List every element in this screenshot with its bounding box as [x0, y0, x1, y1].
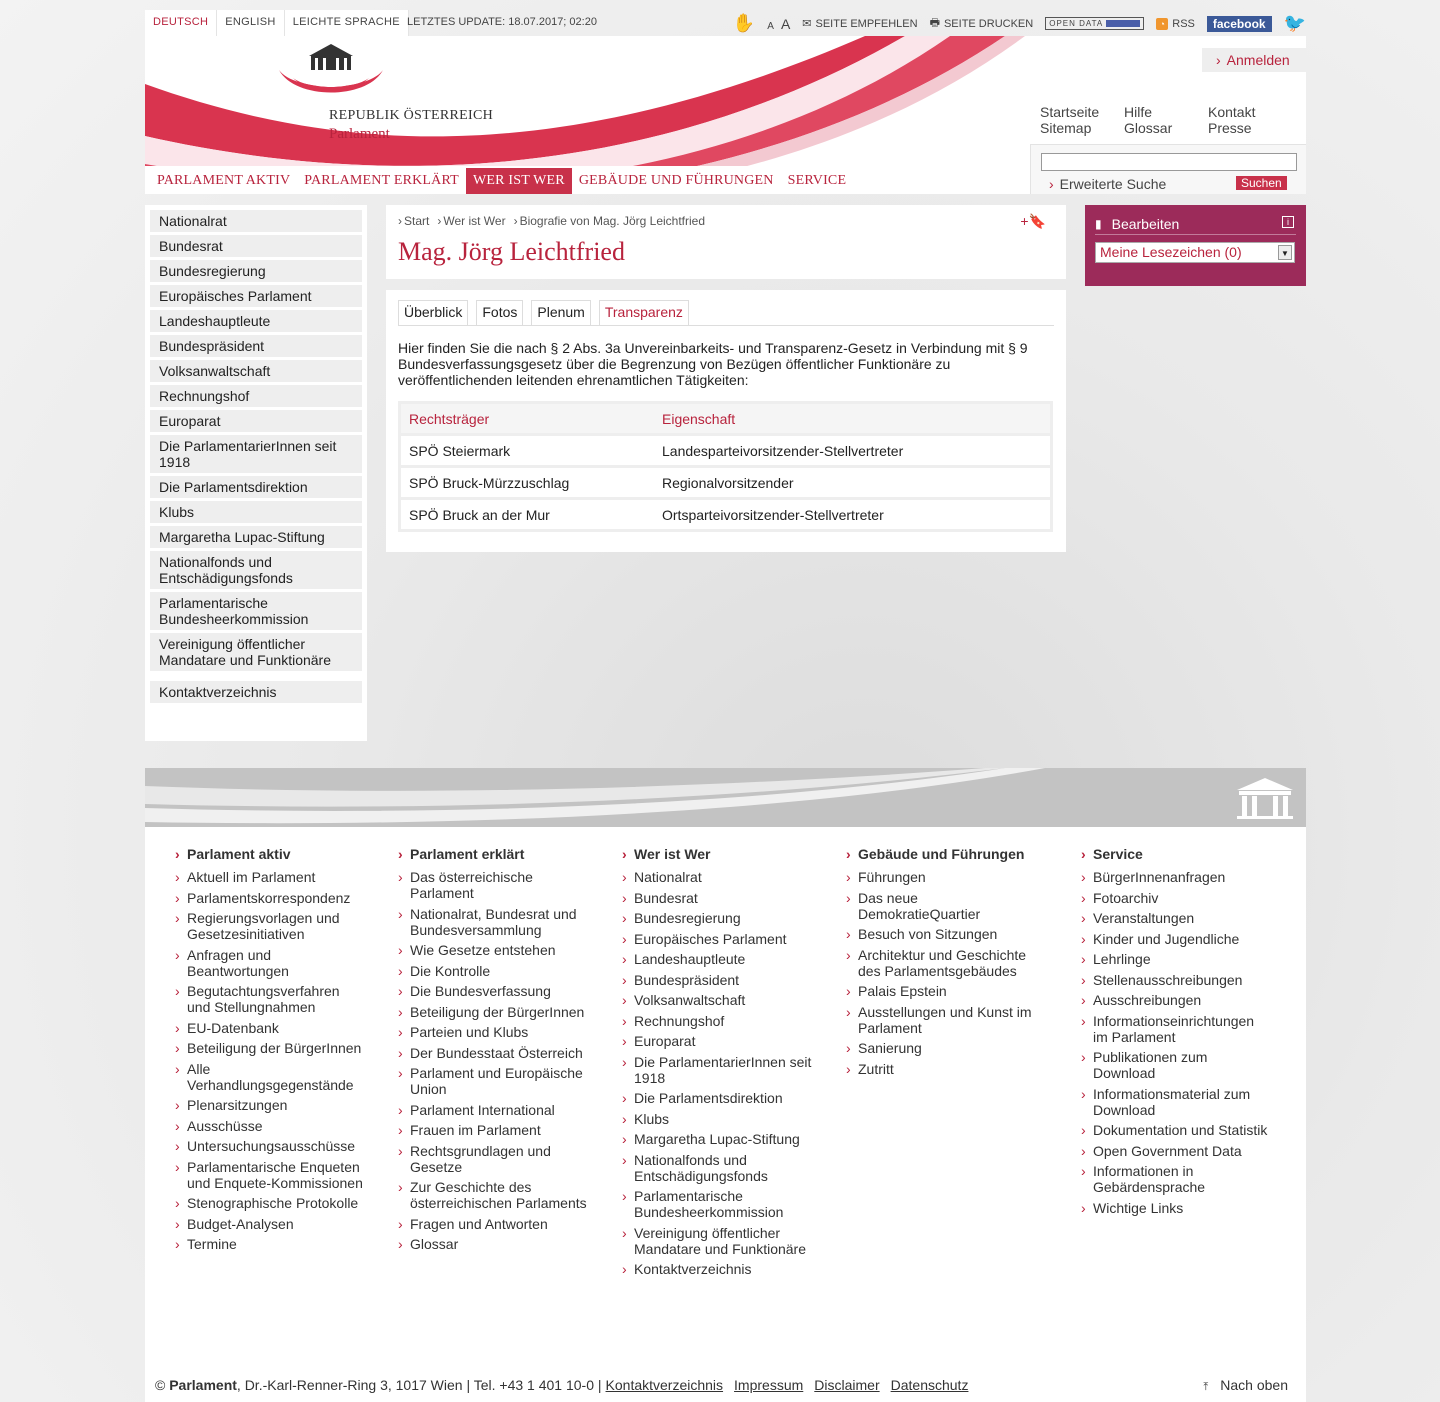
copyright	[155, 1377, 968, 1393]
footer-link[interactable]: › Publikationen zum Download	[1081, 1049, 1271, 1081]
footer-link[interactable]: › Stellenausschreibungen	[1081, 972, 1271, 988]
quicklink-sitemap[interactable]: Sitemap	[1040, 120, 1092, 136]
tab-divider	[398, 325, 1054, 326]
footer-link[interactable]: › Fotoarchiv	[1081, 890, 1271, 906]
recommend-label: SEITE EMPFEHLEN	[815, 17, 918, 30]
footer-link[interactable]: › Parlament International	[398, 1102, 588, 1118]
footer-link[interactable]: › Die Kontrolle	[398, 963, 588, 979]
open-data-link[interactable]	[1045, 17, 1144, 30]
footer-column-wer-ist-wer	[622, 846, 812, 1282]
title-card	[386, 205, 1066, 279]
footer-link[interactable]: › Parlamentarische Enqueten und Enquete-Kommissionen	[175, 1159, 365, 1191]
nav-service[interactable]: SERVICE	[787, 173, 847, 188]
footer-link[interactable]: › Nationalfonds und Entschädigungsfonds	[622, 1152, 812, 1184]
footer-column-gebaeude	[846, 846, 1036, 1081]
footer-column-title[interactable]: › Parlament aktiv	[175, 846, 365, 862]
footer-link[interactable]: › Ausschreibungen	[1081, 992, 1271, 1008]
footer-column-title[interactable]: › Wer ist Wer	[622, 846, 812, 862]
footer-link[interactable]: › Informationsmaterial zum Download	[1081, 1086, 1271, 1118]
sidebar-item-europarat[interactable]: Europarat	[150, 410, 362, 432]
republic-label: REPUBLIK ÖSTERREICH	[329, 108, 493, 123]
table-row	[401, 436, 1050, 465]
quicklink-kontakt[interactable]: Kontakt	[1208, 104, 1256, 120]
quicklink-glossar[interactable]: Glossar	[1124, 120, 1173, 136]
sidebar-item-bundesheerkommission[interactable]: Parlamentarische Bundesheerkommission	[150, 592, 362, 630]
sidebar-item-landeshauptleute[interactable]: Landeshauptleute	[150, 310, 362, 332]
footer-link[interactable]: › Lehrlinge	[1081, 951, 1271, 967]
nav-wer-ist-wer[interactable]: WER IST WER	[466, 168, 572, 194]
footer-link[interactable]: › Margaretha Lupac-Stiftung	[622, 1131, 812, 1147]
breadcrumb-start[interactable]: › Start	[398, 214, 429, 228]
footer-link[interactable]: › Fragen und Antworten	[398, 1216, 588, 1232]
column-header-rechtstraeger: Rechtsträger	[409, 410, 490, 427]
table-row	[401, 468, 1050, 497]
footer-column-parlament-aktiv	[175, 846, 365, 1257]
footer-link-list	[398, 869, 588, 1252]
tab-transparenz[interactable]: Transparenz	[599, 300, 689, 325]
recommend-link[interactable]	[802, 17, 917, 30]
footer-link[interactable]: › Dokumentation und Statistik	[1081, 1122, 1271, 1138]
search-input[interactable]	[1041, 153, 1297, 171]
advanced-search-link[interactable]: › Erweiterte Suche	[1049, 176, 1166, 192]
font-small-button[interactable]: A	[767, 20, 774, 32]
footer-link[interactable]: › Budget-Analysen	[175, 1216, 365, 1232]
footer-link[interactable]: › Das neue DemokratieQuartier	[846, 890, 1036, 922]
table-row	[401, 500, 1050, 529]
footer-link[interactable]: › Kontaktverzeichnis	[622, 1261, 812, 1277]
lang-english[interactable]: ENGLISH	[217, 10, 284, 36]
search-button[interactable]: Suchen	[1236, 176, 1287, 190]
printer-icon: 🖶	[929, 17, 940, 29]
footer-link[interactable]: › Zur Geschichte des österreichischen Parlaments	[398, 1179, 588, 1211]
footer-link[interactable]: › Beteiligung der BürgerInnen	[175, 1040, 365, 1056]
breadcrumb	[398, 214, 705, 228]
nav-parlament-erklaert[interactable]: PARLAMENT ERKLÄRT	[304, 173, 459, 188]
footer-link[interactable]: › BürgerInnenanfragen	[1081, 869, 1271, 885]
footer-link-list	[1081, 869, 1271, 1216]
site-header	[145, 36, 1306, 194]
column-header-eigenschaft: Eigenschaft	[662, 410, 736, 427]
footer-link[interactable]: › Zutritt	[846, 1061, 1036, 1077]
lang-leichte-sprache[interactable]: LEICHTE SPRACHE	[285, 10, 409, 36]
bookmarks-select[interactable]	[1095, 242, 1295, 263]
facebook-link[interactable]: facebook	[1207, 16, 1272, 32]
parliament-logo-icon[interactable]	[275, 42, 387, 102]
sidebar-item-europaeisches-parlament[interactable]: Europäisches Parlament	[150, 285, 362, 307]
footer-link[interactable]: › Volksanwaltschaft	[622, 992, 812, 1008]
footer-link[interactable]: › Klubs	[622, 1111, 812, 1127]
search-box	[1030, 144, 1306, 194]
table-cell: Landesparteivorsitzender-Stellvertreter	[662, 442, 904, 459]
sidebar-item-kontaktverzeichnis[interactable]: Kontaktverzeichnis	[150, 681, 362, 703]
content-card	[386, 290, 1066, 552]
bookmark-icon: ▮	[1095, 216, 1102, 231]
footer-link[interactable]: › Der Bundesstaat Österreich	[398, 1045, 588, 1061]
footer-link[interactable]: › Die ParlamentarierInnen seit 1918	[622, 1054, 812, 1086]
footer-link[interactable]: › Rechnungshof	[622, 1013, 812, 1029]
footer-link[interactable]: › Die Bundesverfassung	[398, 983, 588, 999]
print-link[interactable]	[930, 14, 1034, 33]
quicklink-presse[interactable]: Presse	[1208, 120, 1252, 136]
quicklink-startseite[interactable]: Startseite	[1040, 104, 1100, 120]
footer-link-list	[846, 869, 1036, 1077]
footer-link[interactable]: › Parteien und Klubs	[398, 1024, 588, 1040]
top-bar	[145, 10, 1306, 36]
footer-link[interactable]: › Kinder und Jugendliche	[1081, 931, 1271, 947]
footer-column-parlament-erklaert	[398, 846, 588, 1257]
copyright-symbol: ©	[155, 1377, 166, 1393]
nav-gebaeude-fuehrungen[interactable]: GEBÄUDE UND FÜHRUNGEN	[578, 173, 774, 188]
edit-box	[1085, 205, 1306, 286]
footer-link[interactable]: › Palais Epstein	[846, 983, 1036, 999]
footer-column-title[interactable]: › Service	[1081, 846, 1271, 862]
footer-link-list	[175, 869, 365, 1252]
edit-box-title: Bearbeiten	[1111, 215, 1180, 232]
footer-link[interactable]: › Vereinigung öffentlicher Mandatare und Funktionäre	[622, 1225, 812, 1257]
add-bookmark-icon[interactable]: +🔖	[1020, 213, 1046, 229]
font-size-controls	[767, 16, 790, 32]
footer-link[interactable]: › Wichtige Links	[1081, 1200, 1271, 1216]
sidebar-item-nationalfonds[interactable]: Nationalfonds und Entschädigungsfonds	[150, 551, 362, 589]
footer-link[interactable]: › Anfragen und Beantwortungen	[175, 947, 365, 979]
footer-link[interactable]: › Glossar	[398, 1236, 588, 1252]
footer-link[interactable]: › Parlamentarische Bundesheerkommission	[622, 1188, 812, 1220]
footer-link[interactable]: › Stenographische Protokolle	[175, 1195, 365, 1211]
tab-ueberblick[interactable]: Überblick	[398, 300, 468, 325]
footer-band	[145, 768, 1306, 827]
intro-text: Hier finden Sie die nach § 2 Abs. 3a Unvereinbarkeits- und Transparenz-Gesetz in Verbindung mit § 9 Bundesverfassungsgesetz über die Begrenzung von Bezügen öffentlicher Funktionäre zu veröffentlichenden leitenden ehrenamtlichen Tätigkeiten:	[398, 340, 1028, 388]
chevron-down-icon: ▼	[1278, 245, 1292, 260]
footer-column-service	[1081, 846, 1271, 1220]
footer-link[interactable]: › Veranstaltungen	[1081, 910, 1271, 926]
footer-link[interactable]: › Untersuchungsausschüsse	[175, 1138, 365, 1154]
sidebar-item-nationalrat[interactable]: Nationalrat	[150, 210, 362, 232]
footer-link[interactable]: › Bundespräsident	[622, 972, 812, 988]
footer-link[interactable]: › Alle Verhandlungsgegenstände	[175, 1061, 365, 1093]
footer-link[interactable]: › Bundesregierung	[622, 910, 812, 926]
footer-link[interactable]: › Parlament und Europäische Union	[398, 1065, 588, 1097]
page-tools	[733, 13, 1306, 34]
footer-link[interactable]: › Termine	[175, 1236, 365, 1252]
footer-link[interactable]: › Open Government Data	[1081, 1143, 1271, 1159]
footer-link[interactable]: › Parlamentskorrespondenz	[175, 890, 365, 906]
edit-box-header	[1095, 213, 1296, 235]
quicklink-hilfe[interactable]: Hilfe	[1124, 104, 1153, 120]
footer-link[interactable]: › Europäisches Parlament	[622, 931, 812, 947]
footer-link[interactable]: › Informationseinrichtungen im Parlament	[1081, 1013, 1271, 1045]
sidebar-item-bundesrat[interactable]: Bundesrat	[150, 235, 362, 257]
footer-link-datenschutz[interactable]: Datenschutz	[890, 1377, 969, 1393]
footer-link[interactable]: › Die Parlamentsdirektion	[622, 1090, 812, 1106]
footer-link[interactable]: › Landeshauptleute	[622, 951, 812, 967]
sidebar-item-vereinigung[interactable]: Vereinigung öffentlicher Mandatare und Funktionäre	[150, 633, 362, 671]
login-button[interactable]: › Anmelden	[1202, 48, 1306, 72]
footer-link[interactable]: › Nationalrat, Bundesrat und Bundesversammlung	[398, 906, 588, 938]
tab-fotos[interactable]: Fotos	[476, 300, 523, 325]
twitter-icon[interactable]: 🐦	[1283, 13, 1306, 33]
footer-link[interactable]: › Das österreichische Parlament	[398, 869, 588, 901]
table-cell: Ortsparteivorsitzender-Stellvertreter	[662, 506, 884, 523]
main-navigation	[150, 168, 853, 194]
footer-link[interactable]: › Regierungsvorlagen und Gesetzesinitiativen	[175, 910, 365, 942]
open-data-label: OPEN DATA	[1049, 19, 1104, 28]
footer-link[interactable]: › Ausstellungen und Kunst im Parlament	[846, 1004, 1036, 1036]
last-update: LETZTES UPDATE: 18.07.2017; 02:20	[407, 16, 597, 28]
parliament-label: Parlament	[329, 126, 390, 142]
sign-language-icon[interactable]: ✋	[732, 13, 756, 33]
sidebar-item-bundespraesident[interactable]: Bundespräsident	[150, 335, 362, 357]
sidebar-item-parlamentarierinnen[interactable]: Die ParlamentarierInnen seit 1918	[150, 435, 362, 473]
footer-link[interactable]: › Architektur und Geschichte des Parlamentsgebäudes	[846, 947, 1036, 979]
sidebar	[145, 205, 367, 741]
breadcrumb-wer-ist-wer[interactable]: › Wer ist Wer	[437, 214, 505, 228]
footer-link[interactable]: › Europarat	[622, 1033, 812, 1049]
tab-plenum[interactable]: Plenum	[531, 300, 590, 325]
footer-link[interactable]: › Bundesrat	[622, 890, 812, 906]
sidebar-item-lupac-stiftung[interactable]: Margaretha Lupac-Stiftung	[150, 526, 362, 548]
info-icon[interactable]: i	[1282, 216, 1294, 228]
sidebar-item-parlamentsdirektion[interactable]: Die Parlamentsdirektion	[150, 476, 362, 498]
sidebar-item-bundesregierung[interactable]: Bundesregierung	[150, 260, 362, 282]
footer-link[interactable]: › Ausschüsse	[175, 1118, 365, 1134]
rss-link[interactable]	[1156, 18, 1195, 30]
footer-link[interactable]: › Führungen	[846, 869, 1036, 885]
page-title: Mag. Jörg Leichtfried	[398, 237, 625, 266]
table-cell: SPÖ Bruck an der Mur	[409, 506, 550, 523]
breadcrumb-current: › Biografie von Mag. Jörg Leichtfried	[514, 214, 705, 228]
footer-link-disclaimer[interactable]: Disclaimer	[814, 1377, 880, 1393]
footer-link-kontaktverzeichnis[interactable]: Kontaktverzeichnis	[605, 1377, 724, 1393]
footer-link[interactable]: › Sanierung	[846, 1040, 1036, 1056]
footer	[145, 827, 1306, 1402]
footer-column-title[interactable]: › Parlament erklärt	[398, 846, 588, 862]
table-cell: SPÖ Bruck-Mürzzuschlag	[409, 474, 570, 491]
footer-link[interactable]: › Beteiligung der BürgerInnen	[398, 1004, 588, 1020]
table-cell: Regionalvorsitzender	[662, 474, 794, 491]
font-large-button[interactable]: A	[780, 15, 791, 32]
rss-label: RSS	[1172, 17, 1195, 30]
footer-link[interactable]: › Rechtsgrundlagen und Gesetze	[398, 1143, 588, 1175]
sidebar-item-klubs[interactable]: Klubs	[150, 501, 362, 523]
nav-parlament-aktiv[interactable]: PARLAMENT AKTIV	[157, 173, 291, 188]
footer-link[interactable]: › Frauen im Parlament	[398, 1122, 588, 1138]
sidebar-item-rechnungshof[interactable]: Rechnungshof	[150, 385, 362, 407]
transparency-table	[398, 401, 1053, 532]
footer-link[interactable]: › Besuch von Sitzungen	[846, 926, 1036, 942]
profile-tabs	[398, 300, 689, 325]
footer-link-list	[622, 869, 812, 1277]
footer-link[interactable]: › Aktuell im Parlament	[175, 869, 365, 885]
arrow-up-icon: ⤒	[1203, 1381, 1209, 1393]
table-header-row	[401, 404, 1050, 433]
footer-column-title[interactable]: › Gebäude und Führungen	[846, 846, 1036, 862]
copyright-address: , Dr.-Karl-Renner-Ring 3, 1017 Wien | Tel. +43 1 401 10-0 |	[236, 1377, 602, 1393]
back-to-top-label: Nach oben	[1220, 1377, 1288, 1393]
language-switcher	[145, 10, 409, 36]
footer-link-impressum[interactable]: Impressum	[734, 1377, 804, 1393]
sidebar-item-volksanwaltschaft[interactable]: Volksanwaltschaft	[150, 360, 362, 382]
lang-deutsch[interactable]: DEUTSCH	[145, 10, 217, 36]
quick-links	[1040, 104, 1292, 136]
back-to-top-link[interactable]	[1203, 1377, 1288, 1394]
copyright-org: Parlament	[169, 1377, 237, 1393]
envelope-icon: ✉	[802, 18, 812, 30]
bookmarks-select-value: Meine Lesezeichen (0)	[1100, 244, 1242, 260]
rss-icon: ◔	[1156, 18, 1168, 30]
footer-link[interactable]: › Wie Gesetze entstehen	[398, 942, 588, 958]
footer-swoosh	[145, 768, 1306, 827]
footer-link[interactable]: › Plenarsitzungen	[175, 1097, 365, 1113]
footer-link[interactable]: › EU-Datenbank	[175, 1020, 365, 1036]
open-data-bar	[1106, 20, 1140, 27]
print-label: SEITE DRUCKEN	[943, 17, 1034, 30]
footer-link[interactable]: › Begutachtungsverfahren und Stellungnahmen	[175, 983, 365, 1015]
footer-link[interactable]: › Informationen in Gebärdensprache	[1081, 1163, 1271, 1195]
table-cell: SPÖ Steiermark	[409, 442, 511, 459]
footer-link[interactable]: › Nationalrat	[622, 869, 812, 885]
